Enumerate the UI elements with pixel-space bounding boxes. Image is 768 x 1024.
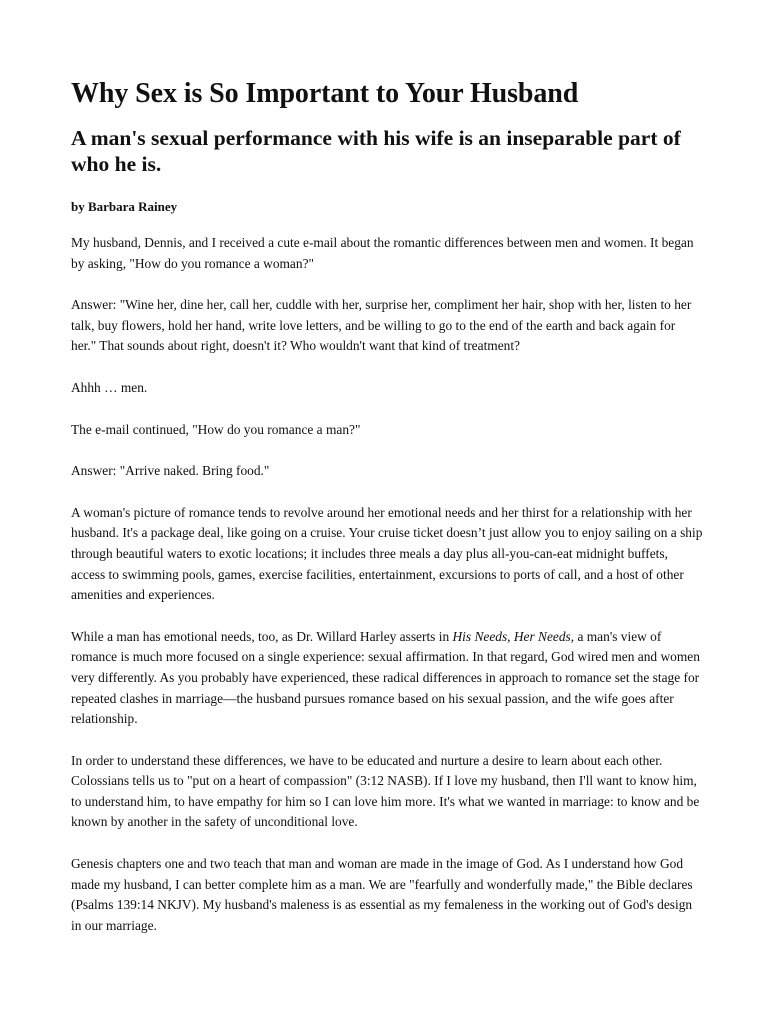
paragraph: Ahhh … men. [71,379,148,395]
paragraph-harley [71,627,703,730]
article-subtitle: A man's sexual performance with his wife is an inseparable part of who he is. [71,126,681,176]
article [71,70,703,936]
paragraph: The e-mail continued, "How do you romance a man?" [71,421,361,437]
paragraph: Genesis chapters one and two teach that man and woman are made in the image of God. As I understand how God made my husband, I can better complete him as a man. We are "fearfully and wonderfully made," the Bible declares (Psalms 139:14 NKJV). My husband's maleness is as essential as my femaleness in the working out of God's design in our marriage. [71,856,693,933]
paragraph: A woman's picture of romance tends to revolve around her emotional needs and her thirst for a relationship with her husband. It's a package deal, like going on a cruise. Your cruise ticket doesn’t just allow you to enjoy sailing on a ship through beautiful waters to exotic locations; it includes three meals a day plus all-you-can-eat midnight buffets, access to swimming pools, games, exercise facilities, entertainment, excursions to ports of call, and a host of other amenities and experiences. [71,504,703,603]
book-title: His Needs, Her Needs [452,628,571,644]
paragraph: Answer: "Arrive naked. Bring food." [71,463,270,479]
paragraph: My husband, Dennis, and I received a cute e-mail about the romantic differences between men and women. It began by asking, "How do you romance a woman?" [71,235,694,271]
paragraph-text: While a man has emotional needs, too, as Dr. Willard Harley asserts in [71,628,453,644]
paragraph-text: , a man's view of romance is much more focused on a single experience: sexual affirmation. In that regard, God wired men and women very differently. As you probably have experienced, these radical differences in approach to romance set the stage for repeated clashes in marriage—the husband pursues romance based on his sexual passion, and the wife goes after relationship. [71,628,700,727]
paragraph: In order to understand these differences, we have to be educated and nurture a desire to learn about each other. Colossians tells us to "put on a heart of compassion" (3:12 NASB). If I love my husband, then I'll want to know him, to understand him, to have empathy for him so I can love him more. It's what we wanted in marriage: to know and be known by another in the safety of unconditional love. [71,752,700,830]
paragraph: Answer: "Wine her, dine her, call her, cuddle with her, surprise her, compliment her hair, shop with her, listen to her talk, buy flowers, hold her hand, write love letters, and be willing to go to the end of the earth and back again for her." That sounds about right, doesn't it? Who wouldn't want that kind of treatment? [71,297,692,354]
article-title: Why Sex is So Important to Your Husband [71,78,579,109]
byline: by Barbara Rainey [71,199,178,214]
